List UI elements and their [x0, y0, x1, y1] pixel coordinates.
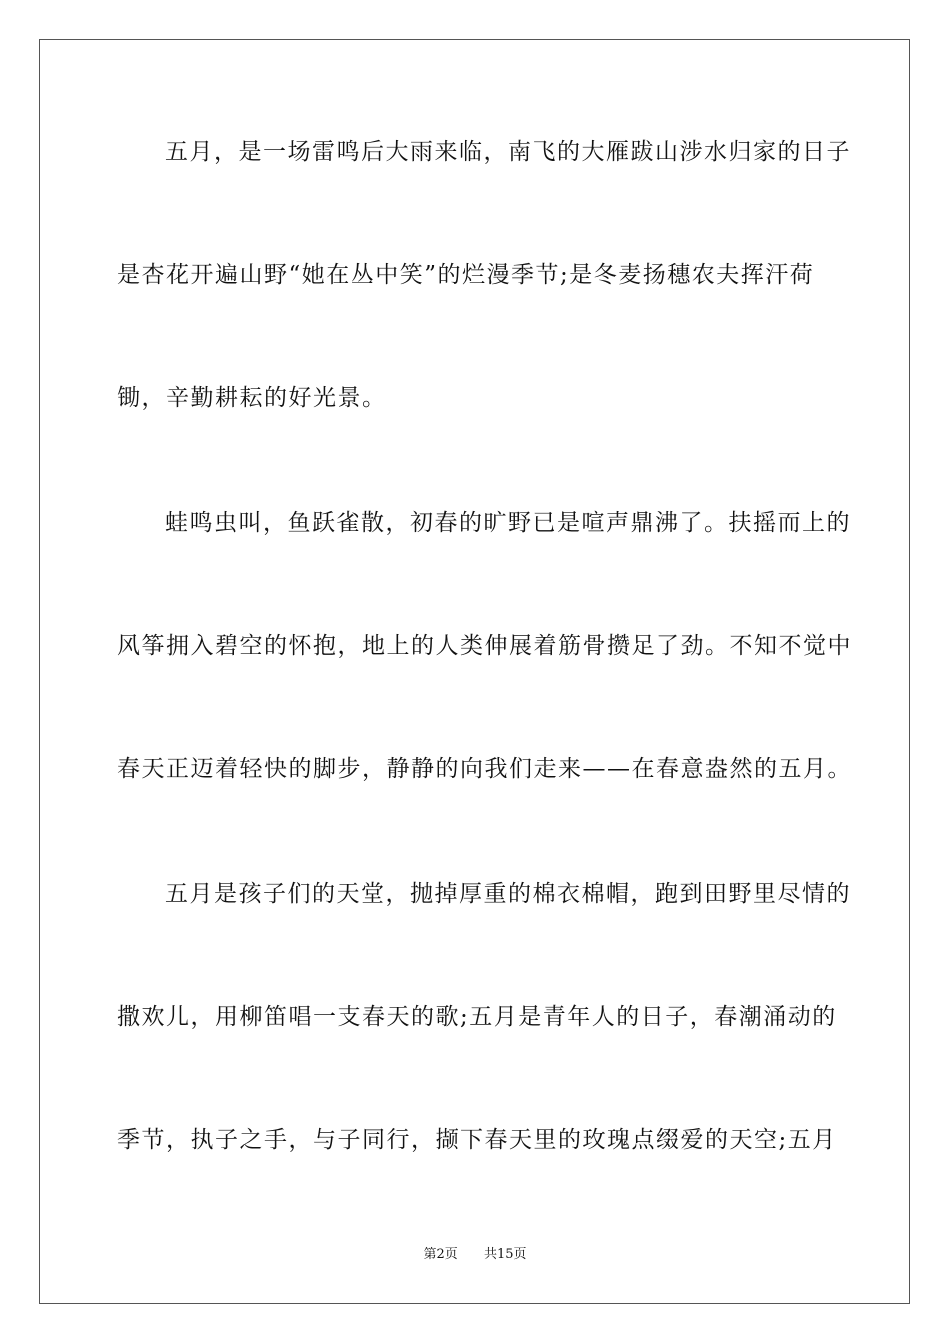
paragraph-1-line-1: 五月，是一场雷鸣后大雨来临，南飞的大雁跋山涉水归家的日子 — [165, 139, 851, 165]
paragraph-1-line-3: 锄，辛勤耕耘的好光景。 — [117, 385, 387, 411]
paragraph-3-line-3: 季节，执子之手，与子同行，撷下春天里的玫瑰点缀爱的天空;五月 — [117, 1127, 837, 1153]
paragraph-3-line-2: 撒欢儿，用柳笛唱一支春天的歌;五月是青年人的日子，春潮涌动的 — [117, 1004, 837, 1030]
paragraph-2-line-1: 蛙鸣虫叫，鱼跃雀散，初春的旷野已是喧声鼎沸了。扶摇而上的 — [165, 510, 851, 536]
paragraph-1-line-2: 是杏花开遍山野“她在丛中笑”的烂漫季节;是冬麦扬穗农夫挥汗荷 — [117, 262, 815, 288]
page-total: 共15页 — [484, 1247, 527, 1262]
page-border — [39, 39, 910, 1304]
paragraph-2-line-3: 春天正迈着轻快的脚步，静静的向我们走来——在春意盎然的五月。 — [117, 756, 852, 782]
page-number: 第2页 — [423, 1247, 458, 1262]
page-footer — [0, 1246, 950, 1264]
paragraph-2-line-2: 风筝拥入碧空的怀抱，地上的人类伸展着筋骨攒足了劲。不知不觉中 — [117, 633, 852, 659]
paragraph-3-line-1: 五月是孩子们的天堂，抛掉厚重的棉衣棉帽，跑到田野里尽情的 — [165, 881, 851, 907]
